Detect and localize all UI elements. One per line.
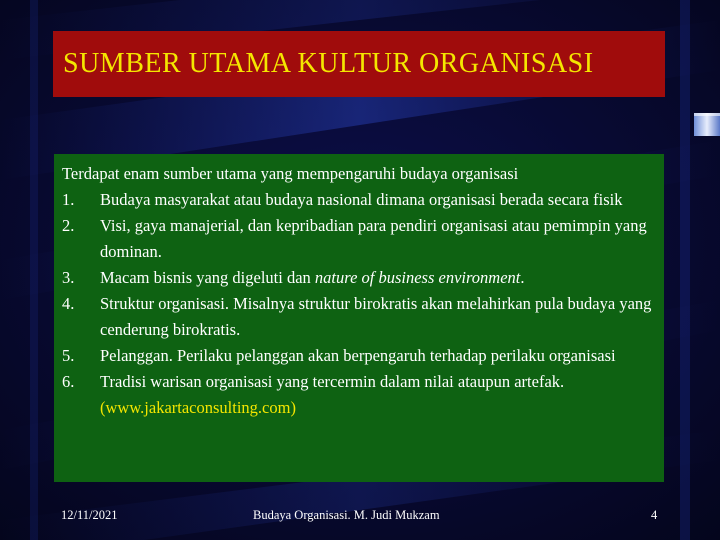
item-number: 1. [62,190,75,209]
slide-title: SUMBER UTAMA KULTUR ORGANISASI [63,48,594,79]
item-number: 6. [62,372,75,391]
item-text-main: Tradisi warisan organisasi yang tercermin dalam nilai ataupun artefak. [100,372,565,391]
content-panel [54,154,664,482]
list-item [62,291,656,343]
item-text-before: Macam bisnis yang digeluti dan [100,268,315,287]
footer-date: 12/11/2021 [61,508,118,522]
page-number: 4 [651,508,658,522]
item-number: 2. [62,216,75,235]
item-text-italic: nature of business environment [314,268,521,287]
item-number: 5. [62,346,75,365]
item-number: 3. [62,268,75,287]
title-banner [53,31,665,97]
item-number: 4. [62,294,75,313]
item-text: Visi, gaya manajerial, dan kepribadian para pendiri organisasi atau pemimpin yang dominan. [100,216,647,261]
list-item [62,213,656,265]
list-item [62,343,656,369]
item-text-after: . [520,268,525,287]
item-text [100,265,656,291]
item-text: Budaya masyarakat atau budaya nasional dimana organisasi berada secara fisik [100,190,623,209]
list-item [62,265,656,291]
item-text: Struktur organisasi. Misalnya struktur birokratis akan melahirkan pula budaya yang cenderung birokratis. [100,294,652,339]
item-text [100,369,656,421]
source-citation: (www.jakartaconsulting.com) [100,398,296,417]
footer-author: Budaya Organisasi. M. Judi Mukzam [253,508,440,522]
intro-text: Terdapat enam sumber utama yang mempengaruhi budaya organisasi [62,164,519,183]
item-text: Pelanggan. Perilaku pelanggan akan berpengaruh terhadap perilaku organisasi [100,346,616,365]
list-item [62,187,656,213]
list-item [62,369,656,421]
